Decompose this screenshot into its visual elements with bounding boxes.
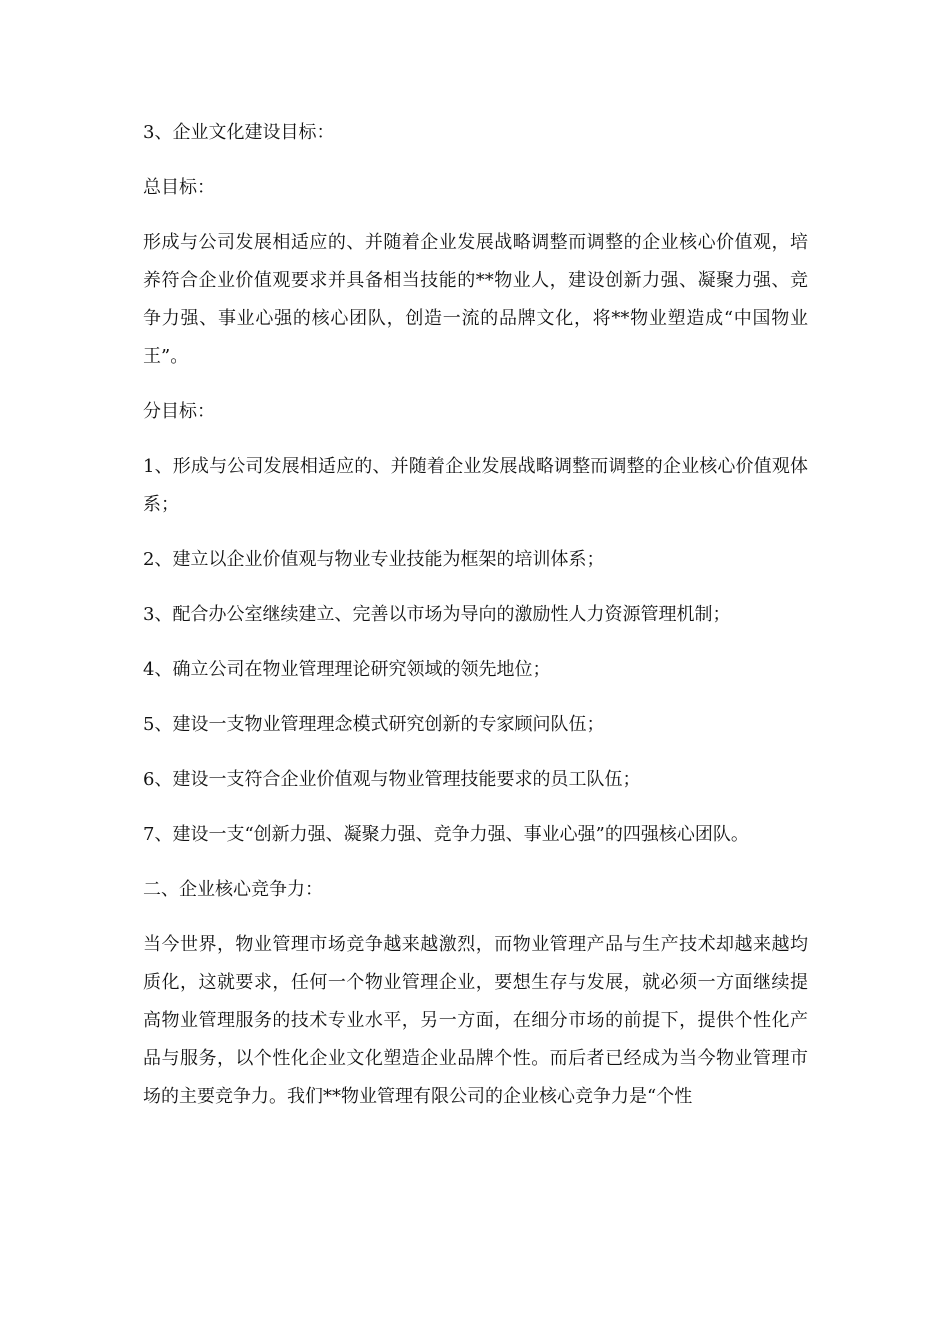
sub-goals-heading: 分目标： xyxy=(143,401,215,422)
paragraph-gap xyxy=(143,854,808,871)
sub-goal-item-7: 7、建设一支“创新力强、凝聚力强、竞争力强、事业心强”的四强核心团队。 xyxy=(143,824,749,845)
paragraph-gap xyxy=(143,744,808,761)
paragraph-gap xyxy=(143,634,808,651)
section-heading-core-competence: 二、企业核心竞争力： xyxy=(143,879,323,900)
paragraph-gap xyxy=(143,207,808,224)
sub-goal-item-1: 1、形成与公司发展相适应的、并随着企业发展战略调整而调整的企业核心价值观体系； xyxy=(143,456,808,515)
paragraph-gap xyxy=(143,799,808,816)
sub-goal-item-5: 5、建设一支物业管理理念模式研究创新的专家顾问队伍； xyxy=(143,714,605,735)
paragraph-gap xyxy=(143,579,808,596)
document-body xyxy=(143,114,808,1116)
core-competence-text: 当今世界，物业管理市场竞争越来越激烈，而物业管理产品与生产技术却越来越均质化，这就要求，任何一个物业管理企业，要想生存与发展，就必须一方面继续提高物业管理服务的技术专业水平，另一方面，在细分市场的前提下，提供个性化产品与服务，以个性化企业文化塑造企业品牌个性。而后者已经成为当今物业管理市场的主要竞争力。我们**物业管理有限公司的企业核心竞争力是“个性 xyxy=(143,934,808,1107)
paragraph-gap xyxy=(143,689,808,706)
paragraph-gap xyxy=(143,431,808,448)
paragraph-gap xyxy=(143,524,808,541)
overall-goal-text: 形成与公司发展相适应的、并随着企业发展战略调整而调整的企业核心价值观，培养符合企业价值观要求并具备相当技能的**物业人，建设创新力强、凝聚力强、竞争力强、事业心强的核心团队，创造一流的品牌文化，将**物业塑造成“中国物业王”。 xyxy=(143,232,808,367)
sub-goal-item-2: 2、建立以企业价值观与物业专业技能为框架的培训体系； xyxy=(143,549,605,570)
section-heading-culture-goals: 3、企业文化建设目标： xyxy=(143,122,335,143)
sub-goal-item-6: 6、建设一支符合企业价值观与物业管理技能要求的员工队伍； xyxy=(143,769,641,790)
paragraph-gap xyxy=(143,376,808,393)
sub-goal-item-4: 4、确立公司在物业管理理论研究领域的领先地位； xyxy=(143,659,551,680)
paragraph-gap xyxy=(143,909,808,926)
paragraph-gap xyxy=(143,152,808,169)
sub-goal-item-3: 3、配合办公室继续建立、完善以市场为导向的激励性人力资源管理机制； xyxy=(143,604,731,625)
overall-goal-heading: 总目标： xyxy=(143,177,215,198)
